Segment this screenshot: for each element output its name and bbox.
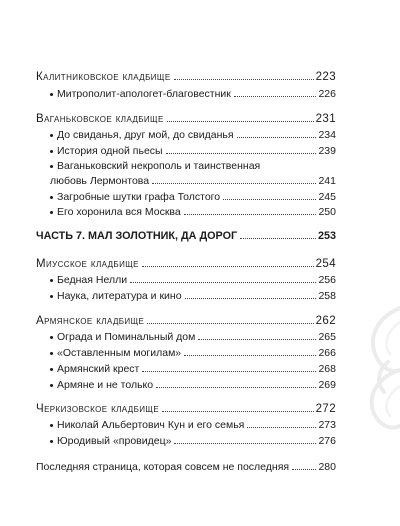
dot-leader [198,338,316,340]
toc-item[interactable] [50,329,336,343]
dot-leader [130,281,316,283]
toc-item-title: Ваганьковский некрополь и таинственная [57,160,261,172]
dot-leader [240,237,316,239]
bullet-icon [50,384,53,387]
dot-leader [234,95,316,97]
toc-item-title: До свиданья, друг мой, до свиданья [57,129,234,141]
bullet-icon [50,352,53,355]
toc-page-number: 268 [318,363,336,375]
toc-page-number: 280 [318,461,336,473]
bullet-icon [50,196,53,199]
toc-item-title: Армяне и не только [57,379,154,391]
bullet-icon [50,295,53,298]
toc-page-number: 245 [318,191,336,203]
bullet-icon [50,165,53,168]
dot-leader [142,265,314,267]
toc-item[interactable] [50,127,336,141]
toc-item[interactable] [50,417,336,431]
toc-part[interactable] [36,228,336,242]
toc-section-title: Черкизовское кладбище [36,403,160,415]
toc-item[interactable] [50,272,336,286]
toc-item-title: «Оставленным могилам» [57,347,182,359]
toc-page-number: 269 [318,379,336,391]
bullet-icon [50,424,53,427]
toc-section-title: Ваганьковское кладбище [36,113,164,125]
toc-item-title: Его хоронила вся Москва [57,206,181,218]
toc-item-title: Наука, литература и кино [57,290,182,302]
toc-item[interactable] [50,377,336,391]
toc-page-number: 273 [318,419,336,431]
toc-item-title: Бедная Нелли [57,274,128,286]
dot-leader [237,136,316,138]
bullet-icon [50,440,53,443]
toc-page-number: 250 [318,206,336,218]
bullet-icon [50,134,53,137]
toc-item-title: любовь Лермонтова [50,175,150,187]
bullet-icon [50,368,53,371]
leader-spacer [263,168,334,169]
dot-leader [152,182,316,184]
toc-section[interactable] [36,401,336,415]
dot-leader [184,354,316,356]
toc-page-number: 258 [318,290,336,302]
toc-section-title: Армянское кладбище [36,315,145,327]
toc-page-number: 262 [315,315,336,327]
bullet-icon [50,336,53,339]
toc-page-number: 253 [317,230,336,242]
toc-section[interactable] [36,69,336,83]
toc-page-number: 266 [318,347,336,359]
toc-section[interactable] [36,313,336,327]
dot-leader [166,152,316,154]
toc-item-continuation[interactable] [50,173,336,187]
toc-item-title: Армянский крест [57,363,140,375]
swirl-ornament-icon [348,300,400,440]
toc-item[interactable] [50,433,336,447]
toc-page-number: 234 [318,129,336,141]
dot-leader [185,297,316,299]
toc-page-number: 223 [315,71,336,83]
toc-section-title: Калитниковское кладбище [36,71,171,83]
toc-item-title: Загробные шутки графа Толстого [57,191,221,203]
dot-leader [292,468,316,470]
toc-item-title: Ограда и Поминальный дом [57,331,196,343]
toc-page-number: 226 [318,88,336,100]
dot-leader [147,322,313,324]
toc-section[interactable] [36,256,336,270]
dot-leader [142,370,316,372]
toc-item[interactable] [50,345,336,359]
toc-item[interactable] [50,361,336,375]
toc-item[interactable] [50,86,336,100]
toc-page-number: 272 [315,403,336,415]
toc-page-number: 231 [315,113,336,125]
toc-item-title: История одной пьесы [57,145,163,157]
dot-leader [184,213,316,215]
toc-page-number: 241 [318,175,336,187]
dot-leader [167,120,314,122]
toc-section[interactable] [36,111,336,125]
toc-item[interactable] [50,288,336,302]
toc-item-title: Митрополит-апологет-благовестник [57,88,231,100]
bullet-icon [50,150,53,153]
toc-item-title: Николай Альбертович Кун и его семья [57,419,245,431]
dot-leader [162,410,314,412]
dot-leader [156,386,316,388]
toc-item[interactable] [50,204,336,218]
bullet-icon [50,279,53,282]
toc-part-title: ЧАСТЬ 7. МАЛ ЗОЛОТНИК, ДА ДОРОГ [36,230,238,242]
bullet-icon [50,93,53,96]
toc-page-number: 265 [318,331,336,343]
toc-item[interactable] [50,158,336,172]
toc-entry-title: Последняя страница, которая совсем не последняя [36,461,290,473]
toc-entry[interactable] [36,459,336,473]
toc-page-number: 239 [318,145,336,157]
dot-leader [223,198,316,200]
toc-page-number: 276 [318,435,336,447]
dot-leader [174,442,316,444]
toc-item-title: Юродивый «провидец» [57,435,172,447]
dot-leader [174,78,314,80]
toc-page-number: 256 [318,274,336,286]
dot-leader [247,426,316,428]
bullet-icon [50,211,53,214]
toc-item[interactable] [50,189,336,203]
toc-section-title: Миусское кладбище [36,258,139,270]
toc-item[interactable] [50,143,336,157]
toc-page-number: 254 [315,258,336,270]
